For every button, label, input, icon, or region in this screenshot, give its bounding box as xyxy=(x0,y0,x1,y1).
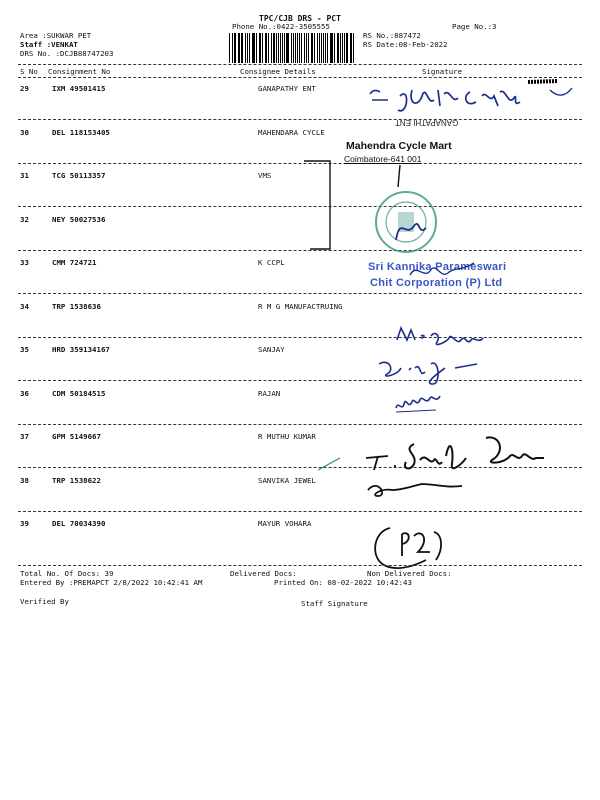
row-separator xyxy=(18,424,582,425)
mahendra-stamp-city: Coimbatore-641 001 xyxy=(344,154,422,164)
column-signature: Signature xyxy=(422,67,463,76)
column-sno: S No xyxy=(20,67,38,76)
row-serial-number: 33 xyxy=(20,258,29,267)
row-consignment-number: TRP 1538622 xyxy=(52,476,101,485)
row-serial-number: 32 xyxy=(20,215,29,224)
footer-top-rule xyxy=(18,565,582,566)
row-serial-number: 37 xyxy=(20,432,29,441)
row-consignment-number: TCG 50113357 xyxy=(52,171,106,180)
verified-by: Verified By xyxy=(20,597,69,606)
row-serial-number: 31 xyxy=(20,171,29,180)
drs-number: DRS No. :DCJB88747203 xyxy=(20,49,114,58)
ganapathy-stamp: GANAPATHI ENT xyxy=(395,118,459,127)
row-consignment-number: DEL 118153405 xyxy=(52,128,110,137)
signature-row-35 xyxy=(375,322,535,392)
row-serial-number: 39 xyxy=(20,519,29,528)
staff-signature: Staff Signature xyxy=(301,599,368,608)
barcode xyxy=(229,33,356,63)
column-consignment: Consignment No xyxy=(48,67,111,76)
row-consignment-number: NEY 50027536 xyxy=(52,215,106,224)
column-consignee: Consignee Details xyxy=(240,67,316,76)
row-consignment-number: CDM 50184515 xyxy=(52,389,106,398)
row-consignee: SANJAY xyxy=(258,345,285,354)
entered-by: Entered By :PREMAPCT 2/8/2022 10:42:41 AM xyxy=(20,578,203,587)
row-serial-number: 34 xyxy=(20,302,29,311)
mahendra-stamp-name: Mahendra Cycle Mart xyxy=(346,140,452,152)
row-consignment-number: CMM 724721 xyxy=(52,258,97,267)
row-separator xyxy=(18,511,582,512)
signature-row-39 xyxy=(368,520,458,570)
row-consignment-number: HRD 359134167 xyxy=(52,345,110,354)
phone-number: Phone No.:0422-3505555 xyxy=(232,22,330,31)
round-seal-icon xyxy=(368,190,448,265)
row-consignee: VMS xyxy=(258,171,272,180)
row-serial-number: 30 xyxy=(20,128,29,137)
row-serial-number: 35 xyxy=(20,345,29,354)
row-separator xyxy=(18,293,582,294)
chit-stamp-line1: Sri Kannika Parameswari xyxy=(368,261,507,273)
area-label: Area :SUKWAR PET xyxy=(20,31,92,40)
header-top-rule xyxy=(18,64,582,65)
chit-stamp-line2: Chit Corporation (P) Ltd xyxy=(370,277,503,289)
row-consignment-number: GPM 5149667 xyxy=(52,432,101,441)
signature-row-36 xyxy=(390,390,480,418)
rs-number: RS No.:887472 xyxy=(363,31,421,40)
row-serial-number: 38 xyxy=(20,476,29,485)
row-consignee: R M G MANUFACTRUING xyxy=(258,302,343,311)
rs-date: RS Date:08-Feb-2022 xyxy=(363,40,448,49)
row-consignment-number: DEL 70034390 xyxy=(52,519,106,528)
row-consignee: RAJAN xyxy=(258,389,281,398)
row-consignment-number: IXM 49501415 xyxy=(52,84,106,93)
total-docs: Total No. Of Docs: 39 xyxy=(20,569,114,578)
row-consignee: SANVIKA JEWEL xyxy=(258,476,316,485)
row-consignee: R MUTHU KUMAR xyxy=(258,432,316,441)
page-number: Page No.:3 xyxy=(452,22,497,31)
non-delivered-docs: Non Delivered Docs: xyxy=(367,569,452,578)
row-serial-number: 29 xyxy=(20,84,29,93)
row-consignment-number: TRP 1538636 xyxy=(52,302,101,311)
document-title: TPC/CJB DRS - PCT xyxy=(259,14,341,23)
signature-row-29 xyxy=(360,80,590,120)
row-consignee: K CCPL xyxy=(258,258,285,267)
row-serial-number: 36 xyxy=(20,389,29,398)
delivered-docs: Delivered Docs: xyxy=(230,569,297,578)
row-consignee: MAHENDARA CYCLE xyxy=(258,128,325,137)
printed-on: Printed On: 08-02-2022 10:42:43 xyxy=(274,578,412,587)
row-consignee: GANAPATHY ENT xyxy=(258,84,316,93)
signature-row-33 xyxy=(400,255,500,285)
signature-row-37 xyxy=(310,430,570,505)
row-consignee: MAYUR VOHARA xyxy=(258,519,312,528)
staff-label: Staff :VENKAT xyxy=(20,40,78,49)
header-bottom-rule xyxy=(18,77,582,78)
